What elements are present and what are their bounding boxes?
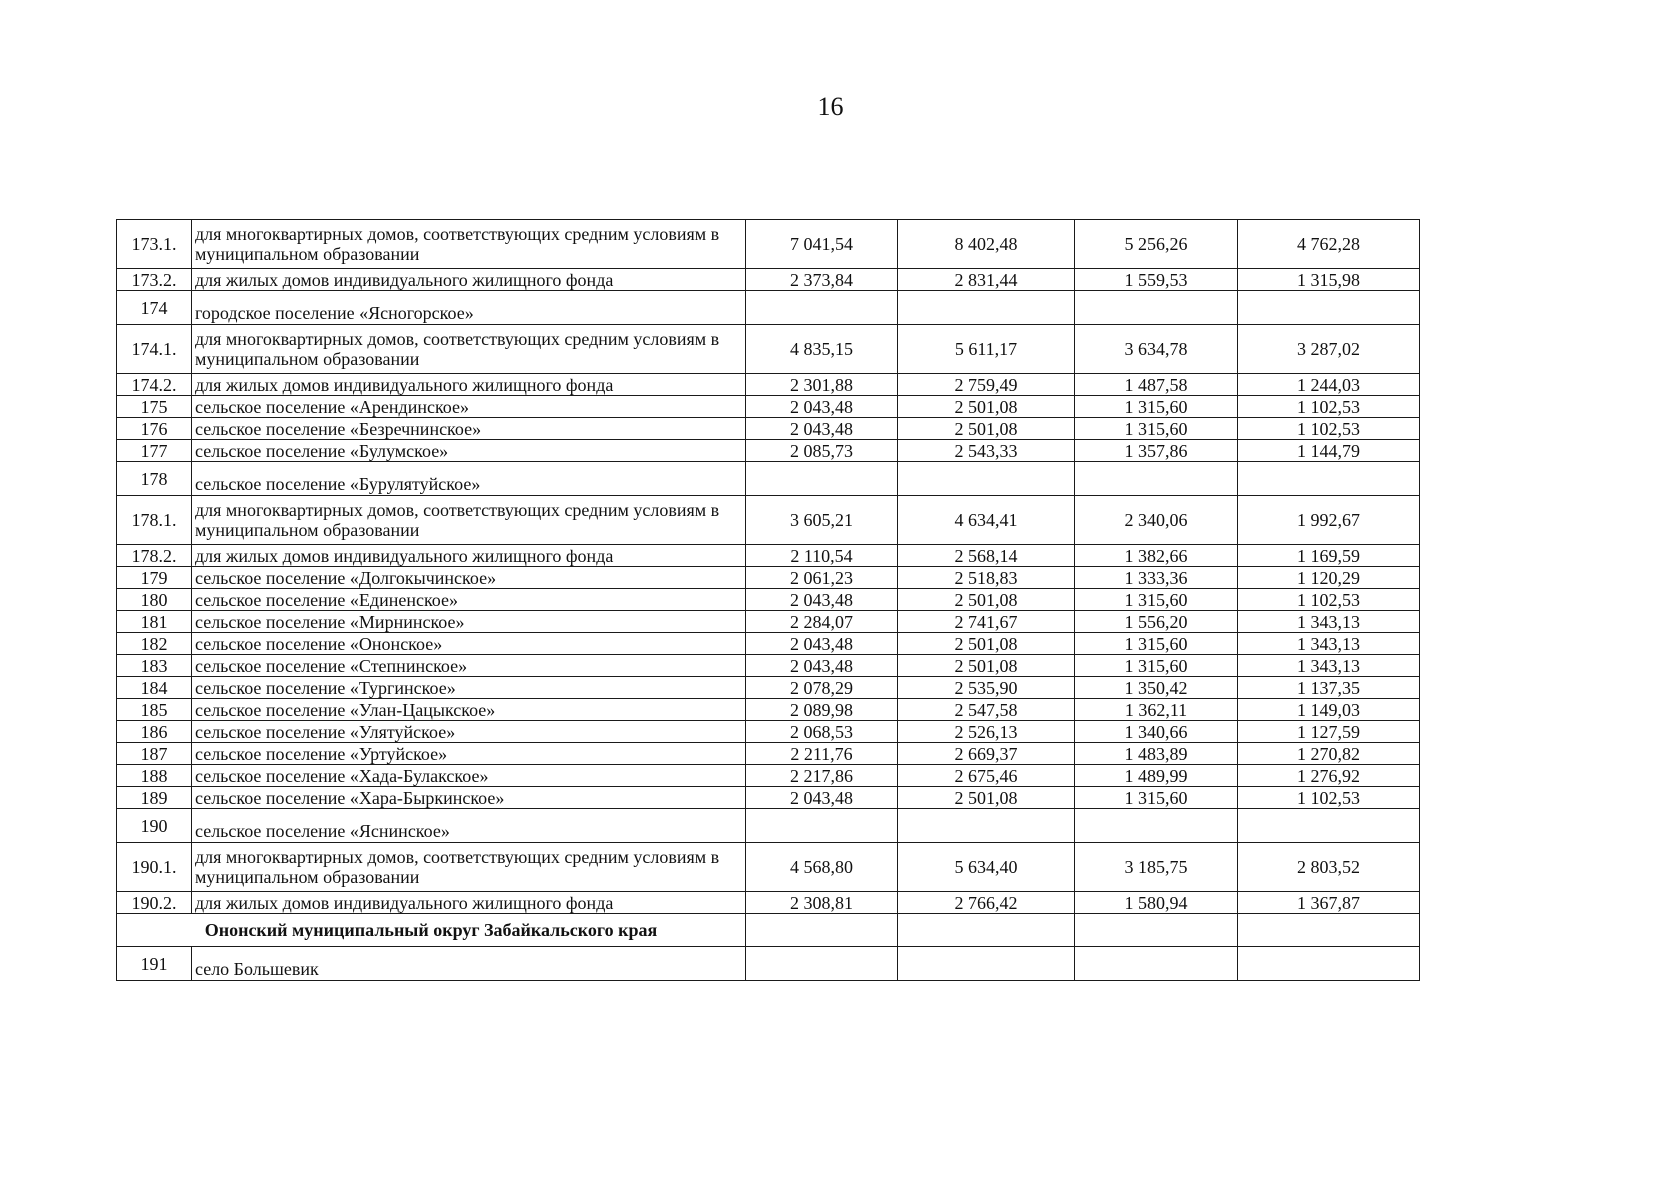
row-name: сельское поселение «Степнинское» [192, 655, 746, 677]
row-name: городское поселение «Ясногорское» [192, 291, 746, 325]
value-cell [1075, 947, 1238, 981]
table-row [117, 947, 1420, 981]
row-number: 173.1. [117, 220, 192, 269]
value-cell: 1 483,89 [1075, 743, 1238, 765]
value-cell: 2 568,14 [898, 545, 1075, 567]
value-cell [746, 809, 898, 843]
row-number: 183 [117, 655, 192, 677]
value-cell: 1 102,53 [1238, 787, 1420, 809]
value-cell: 1 487,58 [1075, 374, 1238, 396]
value-cell: 1 120,29 [1238, 567, 1420, 589]
value-cell: 3 185,75 [1075, 843, 1238, 892]
value-cell [898, 291, 1075, 325]
row-number: 174.2. [117, 374, 192, 396]
row-name: сельское поселение «Тургинское» [192, 677, 746, 699]
section-header-row [117, 914, 1420, 947]
value-cell: 1 350,42 [1075, 677, 1238, 699]
value-cell: 1 992,67 [1238, 496, 1420, 545]
value-cell: 1 315,60 [1075, 418, 1238, 440]
value-cell: 1 343,13 [1238, 633, 1420, 655]
table-row [117, 843, 1420, 892]
row-number: 188 [117, 765, 192, 787]
value-cell: 1 276,92 [1238, 765, 1420, 787]
row-name: сельское поселение «Бурулятуйское» [192, 462, 746, 496]
row-name: для жилых домов индивидуального жилищного фонда [192, 892, 746, 914]
table-row [117, 418, 1420, 440]
value-cell [898, 462, 1075, 496]
row-number: 178.1. [117, 496, 192, 545]
value-cell: 1 315,60 [1075, 655, 1238, 677]
row-number: 187 [117, 743, 192, 765]
value-cell: 2 766,42 [898, 892, 1075, 914]
value-cell: 5 256,26 [1075, 220, 1238, 269]
value-cell: 5 611,17 [898, 325, 1075, 374]
row-number: 178 [117, 462, 192, 496]
row-name: для многоквартирных домов, соответствующих средним условиям в муниципальном образовании [192, 325, 746, 374]
row-number: 181 [117, 611, 192, 633]
value-cell: 2 085,73 [746, 440, 898, 462]
value-cell: 2 043,48 [746, 589, 898, 611]
value-cell: 1 362,11 [1075, 699, 1238, 721]
value-cell: 2 501,08 [898, 787, 1075, 809]
value-cell: 1 382,66 [1075, 545, 1238, 567]
table-row [117, 765, 1420, 787]
value-cell [746, 947, 898, 981]
row-name: для многоквартирных домов, соответствующих средним условиям в муниципальном образовании [192, 220, 746, 269]
value-cell: 4 835,15 [746, 325, 898, 374]
value-cell: 1 333,36 [1075, 567, 1238, 589]
row-name: село Большевик [192, 947, 746, 981]
value-cell: 2 675,46 [898, 765, 1075, 787]
value-cell: 2 373,84 [746, 269, 898, 291]
value-cell [898, 947, 1075, 981]
value-cell: 1 556,20 [1075, 611, 1238, 633]
value-cell: 2 501,08 [898, 655, 1075, 677]
value-cell: 2 803,52 [1238, 843, 1420, 892]
value-cell: 2 301,88 [746, 374, 898, 396]
row-number: 177 [117, 440, 192, 462]
row-number: 176 [117, 418, 192, 440]
value-cell [898, 914, 1075, 947]
value-cell: 1 315,60 [1075, 589, 1238, 611]
value-cell: 2 284,07 [746, 611, 898, 633]
table-row [117, 462, 1420, 496]
value-cell: 2 043,48 [746, 655, 898, 677]
value-cell: 2 501,08 [898, 418, 1075, 440]
section-title: Ононский муниципальный округ Забайкальского края [117, 914, 746, 947]
row-name: сельское поселение «Улятуйское» [192, 721, 746, 743]
row-name: сельское поселение «Яснинское» [192, 809, 746, 843]
value-cell: 2 741,67 [898, 611, 1075, 633]
value-cell: 1 102,53 [1238, 589, 1420, 611]
value-cell: 2 110,54 [746, 545, 898, 567]
table-row [117, 440, 1420, 462]
table-row [117, 611, 1420, 633]
value-cell [1075, 914, 1238, 947]
value-cell: 1 340,66 [1075, 721, 1238, 743]
row-number: 174.1. [117, 325, 192, 374]
page-number: 16 [817, 92, 844, 121]
row-name: сельское поселение «Улан-Цацыкское» [192, 699, 746, 721]
row-number: 190.2. [117, 892, 192, 914]
value-cell: 1 343,13 [1238, 611, 1420, 633]
row-number: 189 [117, 787, 192, 809]
row-name: сельское поселение «Уртуйское» [192, 743, 746, 765]
value-cell: 1 315,60 [1075, 396, 1238, 418]
value-cell: 2 501,08 [898, 589, 1075, 611]
value-cell: 2 518,83 [898, 567, 1075, 589]
value-cell: 2 211,76 [746, 743, 898, 765]
table-row [117, 677, 1420, 699]
value-cell: 2 043,48 [746, 787, 898, 809]
table-row [117, 269, 1420, 291]
row-name: для жилых домов индивидуального жилищного фонда [192, 545, 746, 567]
row-number: 186 [117, 721, 192, 743]
value-cell: 2 669,37 [898, 743, 1075, 765]
value-cell: 2 340,06 [1075, 496, 1238, 545]
value-cell: 1 102,53 [1238, 396, 1420, 418]
row-name: сельское поселение «Арендинское» [192, 396, 746, 418]
value-cell [746, 462, 898, 496]
table-row [117, 721, 1420, 743]
value-cell: 1 343,13 [1238, 655, 1420, 677]
value-cell: 3 605,21 [746, 496, 898, 545]
value-cell: 2 501,08 [898, 633, 1075, 655]
row-number: 190.1. [117, 843, 192, 892]
value-cell: 2 061,23 [746, 567, 898, 589]
table-row [117, 633, 1420, 655]
row-number: 178.2. [117, 545, 192, 567]
row-number: 190 [117, 809, 192, 843]
table-row [117, 325, 1420, 374]
row-name: для многоквартирных домов, соответствующих средним условиям в муниципальном образовании [192, 496, 746, 545]
row-name: сельское поселение «Хада-Булакское» [192, 765, 746, 787]
value-cell [746, 914, 898, 947]
row-number: 182 [117, 633, 192, 655]
value-cell: 4 568,80 [746, 843, 898, 892]
value-cell: 1 102,53 [1238, 418, 1420, 440]
value-cell: 1 137,35 [1238, 677, 1420, 699]
table-row [117, 809, 1420, 843]
row-name: сельское поселение «Ононское» [192, 633, 746, 655]
value-cell: 1 127,59 [1238, 721, 1420, 743]
row-name: для жилых домов индивидуального жилищного фонда [192, 269, 746, 291]
row-name: сельское поселение «Долгокычинское» [192, 567, 746, 589]
row-name: сельское поселение «Единенское» [192, 589, 746, 611]
value-cell [898, 809, 1075, 843]
value-cell: 3 634,78 [1075, 325, 1238, 374]
table-row [117, 743, 1420, 765]
value-cell [1238, 947, 1420, 981]
value-cell: 4 634,41 [898, 496, 1075, 545]
table-row [117, 589, 1420, 611]
value-cell: 2 043,48 [746, 633, 898, 655]
value-cell: 2 078,29 [746, 677, 898, 699]
table-row [117, 396, 1420, 418]
value-cell: 3 287,02 [1238, 325, 1420, 374]
table-row [117, 892, 1420, 914]
value-cell: 1 367,87 [1238, 892, 1420, 914]
value-cell: 2 831,44 [898, 269, 1075, 291]
row-number: 191 [117, 947, 192, 981]
row-number: 184 [117, 677, 192, 699]
value-cell: 2 535,90 [898, 677, 1075, 699]
value-cell: 2 043,48 [746, 418, 898, 440]
row-number: 174 [117, 291, 192, 325]
value-cell: 1 315,60 [1075, 633, 1238, 655]
value-cell: 2 043,48 [746, 396, 898, 418]
value-cell: 2 547,58 [898, 699, 1075, 721]
value-cell: 2 501,08 [898, 396, 1075, 418]
value-cell: 1 144,79 [1238, 440, 1420, 462]
value-cell: 1 357,86 [1075, 440, 1238, 462]
table-row [117, 291, 1420, 325]
value-cell: 5 634,40 [898, 843, 1075, 892]
value-cell: 8 402,48 [898, 220, 1075, 269]
value-cell [1238, 914, 1420, 947]
value-cell [1075, 809, 1238, 843]
row-number: 185 [117, 699, 192, 721]
table-row [117, 374, 1420, 396]
value-cell: 7 041,54 [746, 220, 898, 269]
value-cell [1238, 462, 1420, 496]
table-row [117, 567, 1420, 589]
table-row [117, 787, 1420, 809]
table-row [117, 545, 1420, 567]
row-name: сельское поселение «Безречнинское» [192, 418, 746, 440]
value-cell: 2 089,98 [746, 699, 898, 721]
value-cell: 1 169,59 [1238, 545, 1420, 567]
value-cell: 2 526,13 [898, 721, 1075, 743]
value-cell [1075, 291, 1238, 325]
row-number: 179 [117, 567, 192, 589]
row-name: для многоквартирных домов, соответствующих средним условиям в муниципальном образовании [192, 843, 746, 892]
value-cell: 2 759,49 [898, 374, 1075, 396]
row-number: 175 [117, 396, 192, 418]
value-cell [746, 291, 898, 325]
row-number: 173.2. [117, 269, 192, 291]
value-cell [1075, 462, 1238, 496]
tariff-table-body [117, 220, 1420, 981]
tariff-table [116, 219, 1420, 981]
value-cell: 2 217,86 [746, 765, 898, 787]
table-row [117, 496, 1420, 545]
value-cell: 2 543,33 [898, 440, 1075, 462]
table-row [117, 220, 1420, 269]
row-name: для жилых домов индивидуального жилищного фонда [192, 374, 746, 396]
value-cell: 1 244,03 [1238, 374, 1420, 396]
row-number: 180 [117, 589, 192, 611]
value-cell: 4 762,28 [1238, 220, 1420, 269]
value-cell: 1 149,03 [1238, 699, 1420, 721]
value-cell: 1 559,53 [1075, 269, 1238, 291]
table-row [117, 655, 1420, 677]
value-cell: 1 315,98 [1238, 269, 1420, 291]
value-cell: 1 580,94 [1075, 892, 1238, 914]
value-cell: 1 489,99 [1075, 765, 1238, 787]
row-name: сельское поселение «Хара-Быркинское» [192, 787, 746, 809]
row-name: сельское поселение «Булумское» [192, 440, 746, 462]
value-cell: 2 068,53 [746, 721, 898, 743]
table-row [117, 699, 1420, 721]
value-cell: 2 308,81 [746, 892, 898, 914]
value-cell: 1 270,82 [1238, 743, 1420, 765]
row-name: сельское поселение «Мирнинское» [192, 611, 746, 633]
value-cell [1238, 809, 1420, 843]
value-cell: 1 315,60 [1075, 787, 1238, 809]
value-cell [1238, 291, 1420, 325]
